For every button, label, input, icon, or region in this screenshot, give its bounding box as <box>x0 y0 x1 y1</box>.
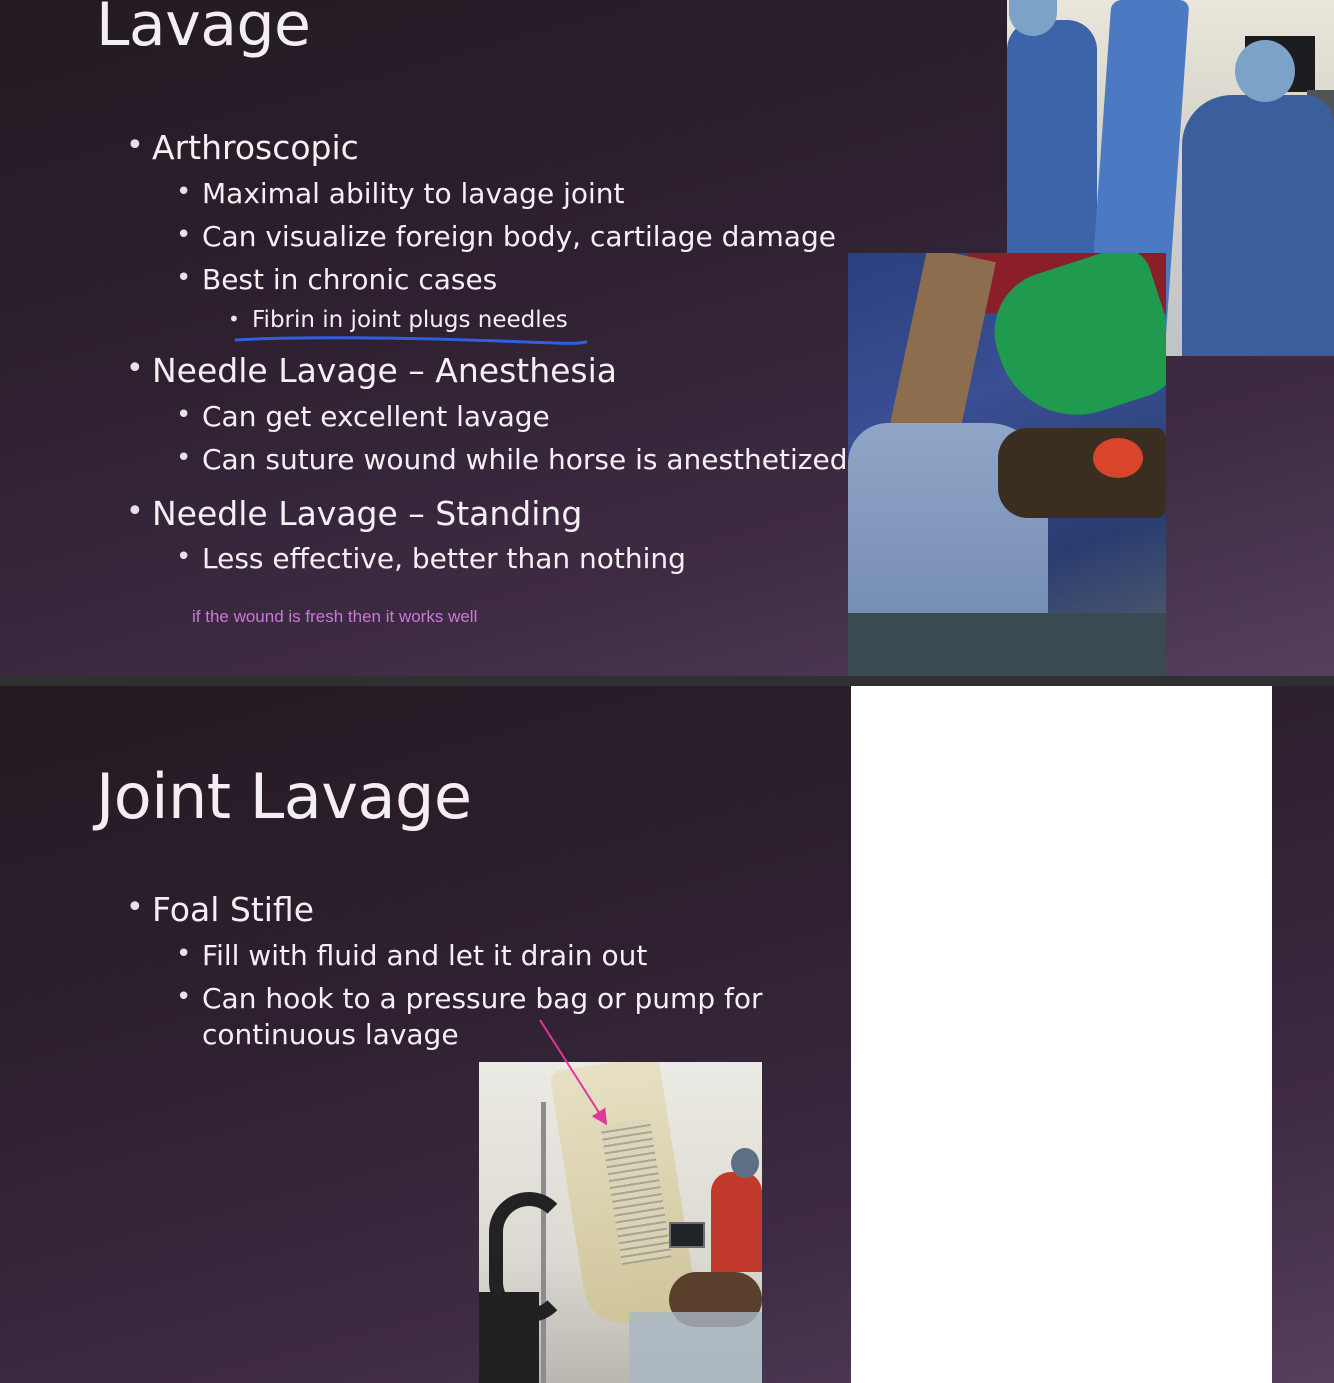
sub-bullet: • Fill with fluid and let it drain out <box>202 939 647 972</box>
sub-bullet-continuation: continuous lavage <box>202 1018 459 1051</box>
bullet-arthroscopic: • Arthroscopic <box>152 128 359 167</box>
bullet-needle-anesthesia: • Needle Lavage – Anesthesia <box>152 351 617 390</box>
slide-title: Joint Lavage <box>96 760 472 833</box>
sub-bullet: • Can hook to a pressure bag or pump for <box>202 982 763 1015</box>
slide-joint-lavage <box>0 686 1334 1383</box>
needle-lavage-photo <box>848 253 1166 676</box>
blank-panel <box>851 686 1272 1383</box>
bullet-needle-standing: • Needle Lavage – Standing <box>152 494 582 533</box>
slide-title: Lavage <box>96 0 311 60</box>
sub-bullet: • Less effective, better than nothing <box>202 542 686 575</box>
underline-annotation <box>236 338 586 344</box>
fluid-bag-photo <box>479 1062 762 1383</box>
slide-lavage <box>0 0 1334 676</box>
sub-bullet: • Can visualize foreign body, cartilage damage <box>202 220 836 253</box>
handwritten-note: if the wound is fresh then it works well <box>192 607 478 626</box>
sub-bullet: • Can get excellent lavage <box>202 400 550 433</box>
sub-sub-bullet: • Fibrin in joint plugs needles <box>252 307 568 333</box>
slide-divider <box>0 676 1334 686</box>
sub-bullet: • Maximal ability to lavage joint <box>202 177 625 210</box>
sub-bullet: • Can suture wound while horse is anesthetized <box>202 443 847 476</box>
bullet-foal-stifle: • Foal Stifle <box>152 890 314 929</box>
sub-bullet: • Best in chronic cases <box>202 263 497 296</box>
